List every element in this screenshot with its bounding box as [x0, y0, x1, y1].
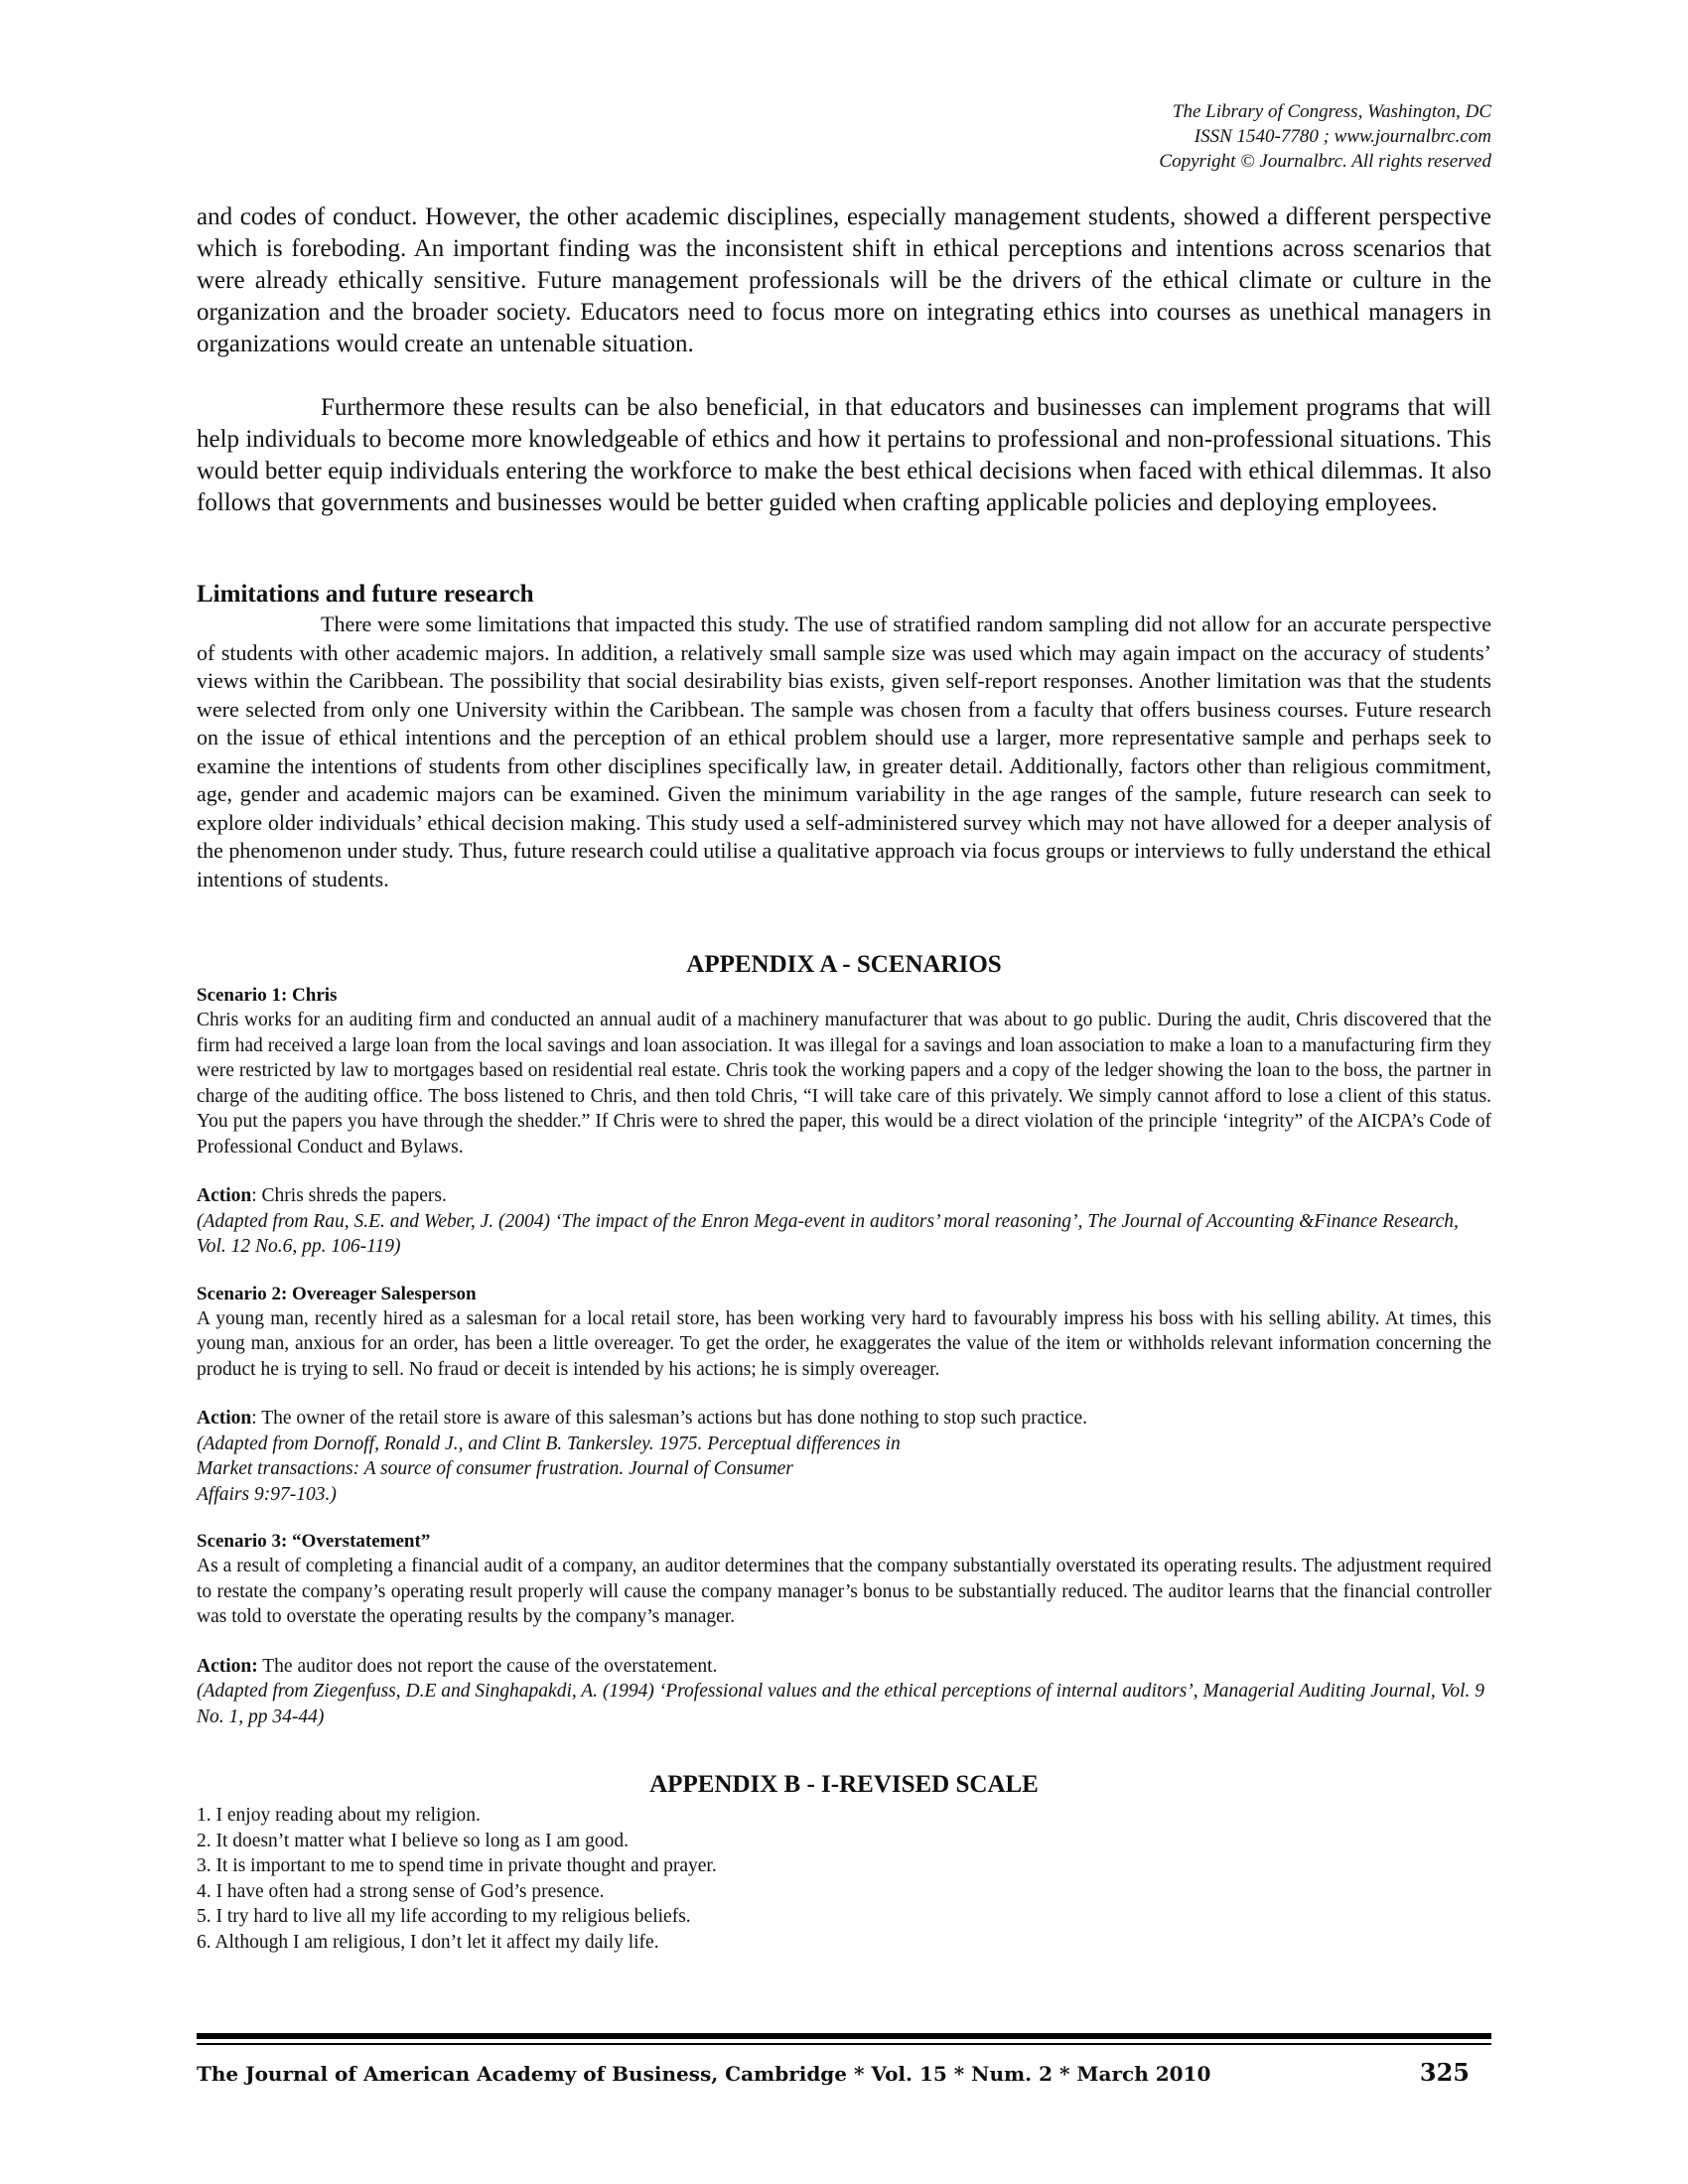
limitations-text: There were some limitations that impacted this study. The use of stratified random sampling did not allow for an accurate perspective of students with other academic majors. In addition, a relatively small sample size was used which may again impact on the accuracy of students’ views within the Caribbean. The possibility that social desirability bias exists, given self-report responses. Another limitation was that the students were selected from only one University within the Caribbean. The sample was chosen from a faculty that offers business courses. Future research on the issue of ethical intentions and the perception of an ethical problem should use a larger, more representative sample and perhaps seek to examine the intentions of students from other disciplines specifically law, in greater detail. Additionally, factors other than religious commitment, age, gender and academic majors can be examined. Given the minimum variability in the age ranges of the sample, future research can seek to explore older individuals’ ethical decision making. This study used a self-administered survey which may not have allowed for a deeper analysis of the phenomenon under study. Thus, future research could utilise a qualitative approach via focus groups or interviews to fully understand the ethical intentions of students.	[197, 612, 1491, 891]
scenario-3-text: As a result of completing a financial audit of a company, an auditor determines that the company substantially overstated its operating results. The adjustment required to restate the company’s operating result properly will cause the company manager’s bonus to be substantially reduced. The auditor learns that the financial controller was told to overstate the operating results by the company’s manager.	[197, 1556, 1491, 1627]
action-text: : Chris shreds the papers.	[251, 1185, 447, 1206]
scale-item: 5. I try hard to live all my life according to my religious beliefs.	[197, 1906, 691, 1927]
action-label: Action	[197, 1408, 252, 1429]
page-footer	[197, 2058, 1491, 2094]
limitations-heading: Limitations and future research	[197, 581, 534, 608]
page-number: 325	[1419, 2058, 1470, 2087]
scenario-2-heading: Scenario 2: Overeager Salesperson	[197, 1283, 477, 1304]
scale-item: 6. Although I am religious, I don’t let it affect my daily life.	[197, 1931, 659, 1953]
appendix-b-title: APPENDIX B - I-REVISED SCALE	[649, 1771, 1039, 1798]
scenario-1-text: Chris works for an auditing firm and conducted an annual audit of a machinery manufacturer that was about to go public. During the audit, Chris discovered that the firm had received a large loan from the local savings and loan association. It was illegal for a savings and loan association to make a loan to a manufacturing firm they were restricted by law to mortgages based on residential real estate. Chris took the working papers and a copy of the ledger showing the loan to the boss, the partner in charge of the auditing office. The boss listened to Chris, and then told Chris, “I will take care of this privately. We simply cannot afford to lose a client of this status. You put the papers you have through the shedder.” If Chris were to shred the paper, this would be a direct violation of the principle ‘integrity” of the AICPA’s Code of Professional Conduct and Bylaws.	[197, 1010, 1491, 1158]
scale-item: 3. It is important to me to spend time in private thought and prayer.	[197, 1855, 717, 1876]
scenario-2-reference-line: (Adapted from Dornoff, Ronald J., and Clint B. Tankersley. 1975. Perceptual differences in	[197, 1433, 901, 1454]
scenario-1-heading: Scenario 1: Chris	[197, 985, 338, 1006]
appendix-b	[197, 1769, 1491, 1955]
paragraph-section-2	[197, 392, 1491, 519]
action-label: Action	[197, 1185, 252, 1206]
appendix-a	[197, 949, 1491, 1729]
scenario-2-action	[197, 1406, 1491, 1432]
scenario-3-reference: (Adapted from Ziegenfuss, D.E and Singhapakdi, A. (1994) ‘Professional values and the ethical perceptions of internal auditors’, Managerial Auditing Journal, Vol. 9 No. 1, pp 34-44)	[197, 1681, 1484, 1727]
footer-journal-citation: The Journal of American Academy of Business, Cambridge * Vol. 15 * Num. 2 * March 2010	[197, 2062, 1211, 2086]
paragraph-furthermore: Furthermore these results can be also beneficial, in that educators and businesses can implement programs that will help individuals to become more knowledgeable of ethics and how it pertains to professional and non-professional situations. This would better equip individuals entering the workforce to make the best ethical decisions when faced with ethical dilemmas. It also follows that governments and businesses would be better guided when crafting applicable policies and deploying employees.	[197, 394, 1491, 516]
footer-rule-thick	[197, 2033, 1491, 2039]
scenario-2-reference-line: Affairs 9:97-103.)	[197, 1483, 337, 1505]
scenario-2-reference-line: Market transactions: A source of consumer frustration. Journal of Consumer	[197, 1458, 793, 1479]
limitations-section	[197, 579, 1491, 893]
header-issn-line: ISSN 1540-7780 ; www.journalbrc.com	[1194, 126, 1491, 147]
intro-section	[197, 202, 1491, 360]
scale-item: 1. I enjoy reading about my religion.	[197, 1805, 481, 1826]
footer-rule-thin	[197, 2043, 1491, 2045]
scale-items-list	[197, 1803, 1491, 1955]
action-text: : The owner of the retail store is aware of this salesman’s actions but has done nothing to stop such practice.	[251, 1408, 1087, 1429]
paragraph-continued: and codes of conduct. However, the other academic disciplines, especially management students, showed a different perspective which is foreboding. An important finding was the inconsistent shift in ethical perceptions and intentions across scenarios that were already ethically sensitive. Future management professionals will be the drivers of the ethical climate or culture in the organization and the broader society. Educators need to focus more on integrating ethics into courses as unethical managers in organizations would create an untenable situation.	[197, 204, 1491, 357]
header-copyright-line: Copyright © Journalbrc. All rights reserved	[1159, 151, 1491, 172]
scale-item: 2. It doesn’t matter what I believe so long as I am good.	[197, 1830, 630, 1851]
scenario-1-reference: (Adapted from Rau, S.E. and Weber, J. (2004) ‘The impact of the Enron Mega-event in auditors’ moral reasoning’, The Journal of Accounting &Finance Research, Vol. 12 No.6, pp. 106-119)	[197, 1210, 1459, 1257]
appendix-a-title: APPENDIX A - SCENARIOS	[686, 951, 1002, 978]
scenario-2-text: A young man, recently hired as a salesman for a local retail store, has been working very hard to favourably impress his boss with his selling ability. At times, this young man, anxious for an order, has been a little overeager. To get the order, he exaggerates the value of the item or withholds relevant information concerning the product he is trying to sell. No fraud or deceit is intended by his actions; he is simply overeager.	[197, 1307, 1491, 1380]
scale-item: 4. I have often had a strong sense of God’s presence.	[197, 1880, 605, 1902]
action-text: The auditor does not report the cause of the overstatement.	[257, 1655, 718, 1677]
scenario-3-action	[197, 1654, 1491, 1680]
scenario-3-heading: Scenario 3: “Overstatement”	[197, 1531, 431, 1552]
action-label: Action:	[197, 1655, 258, 1677]
header-library-line: The Library of Congress, Washington, DC	[1172, 101, 1491, 122]
page-header	[1159, 99, 1491, 174]
scenario-1-action	[197, 1183, 1491, 1209]
